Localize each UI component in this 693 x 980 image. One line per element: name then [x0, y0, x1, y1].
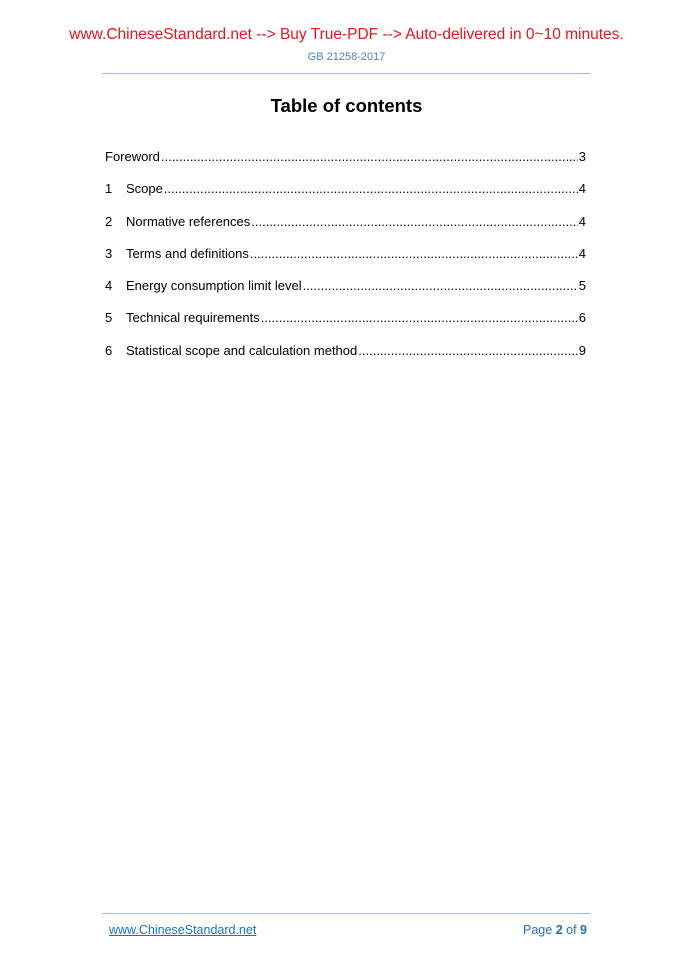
toc-entry-page: 4	[578, 181, 586, 197]
toc-entry-label: Foreword	[105, 149, 160, 164]
toc-entry-page: 5	[578, 278, 586, 294]
toc-dot-leader	[161, 148, 578, 166]
toc-entry-label: Scope	[126, 181, 163, 197]
toc-entry-statistical-scope[interactable]	[105, 342, 586, 374]
toc-entry-label: Normative references	[126, 213, 251, 229]
toc-dot-leader	[251, 213, 577, 231]
toc-entry-normative-references[interactable]	[105, 213, 586, 245]
toc-entry-page: 3	[578, 149, 586, 164]
toc-entry-page: 6	[578, 310, 586, 326]
toc-entry-label: Energy consumption limit level	[126, 278, 302, 294]
header-divider	[102, 73, 590, 74]
toc-dot-leader	[303, 277, 578, 295]
toc-dot-leader	[358, 342, 578, 360]
toc-entry-label: Technical requirements	[126, 310, 260, 326]
footer-divider	[102, 913, 590, 914]
toc-entry-scope[interactable]	[105, 180, 586, 212]
page-word: Page	[523, 923, 553, 937]
toc-entry-foreword[interactable]	[105, 148, 586, 180]
toc-title: Table of contents	[270, 95, 423, 116]
toc-entry-terms-and-definitions[interactable]	[105, 245, 586, 277]
toc-dot-leader	[164, 180, 578, 198]
current-page-number: 2	[555, 923, 563, 937]
of-word: of	[566, 923, 577, 937]
toc-entry-label: Terms and definitions	[126, 245, 249, 261]
toc-entry-number: 1	[105, 181, 113, 197]
page-indicator	[523, 923, 587, 937]
toc-list	[105, 148, 586, 374]
toc-dot-leader	[261, 309, 578, 327]
toc-entry-page: 4	[578, 245, 586, 261]
toc-entry-number: 4	[105, 278, 113, 294]
toc-dot-leader	[250, 245, 578, 263]
toc-entry-number: 2	[105, 213, 113, 229]
document-id: GB 21258-2017	[307, 51, 386, 63]
footer-website-link[interactable]: www.ChineseStandard.net	[109, 923, 257, 937]
toc-entry-number: 3	[105, 245, 113, 261]
toc-entry-number: 5	[105, 310, 113, 326]
toc-entry-number: 6	[105, 342, 113, 358]
toc-entry-technical-requirements[interactable]	[105, 309, 586, 341]
toc-entry-energy-consumption-limit-level[interactable]	[105, 277, 586, 309]
toc-entry-label: Statistical scope and calculation method	[126, 342, 358, 358]
toc-entry-page: 4	[578, 213, 586, 229]
total-page-count: 9	[580, 923, 587, 937]
toc-entry-page: 9	[578, 342, 586, 358]
purchase-banner[interactable]: www.ChineseStandard.net --> Buy True-PDF --> Auto-delivered in 0~10 minutes.	[69, 26, 624, 43]
